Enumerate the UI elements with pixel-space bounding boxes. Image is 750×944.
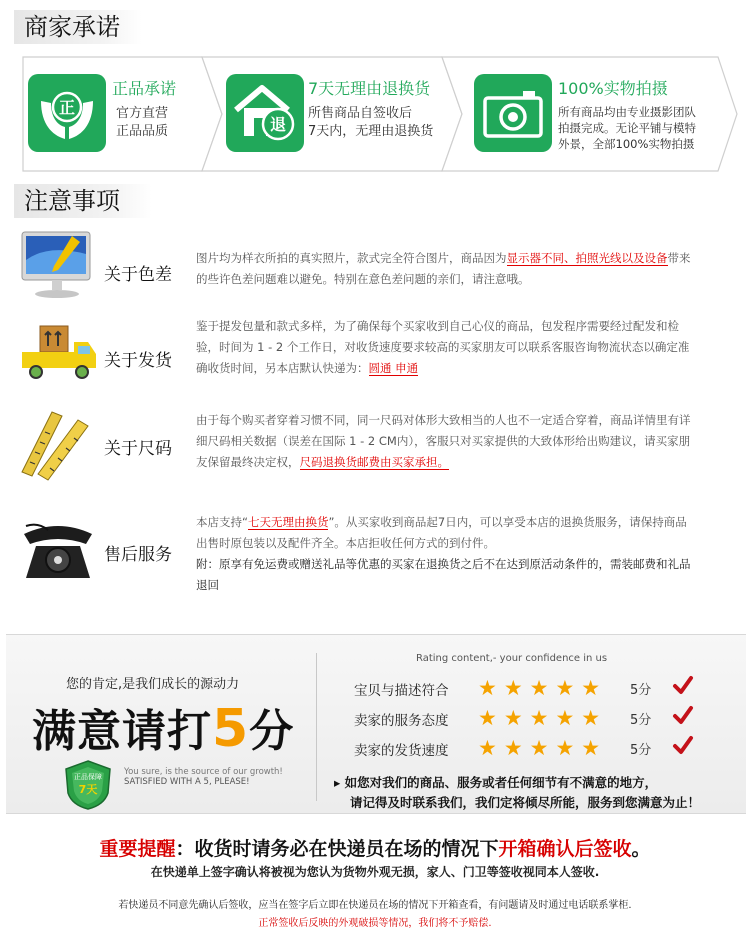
promise-banner bbox=[22, 56, 738, 172]
promise-return bbox=[226, 68, 440, 160]
rating-big-post: 分 bbox=[249, 706, 295, 757]
notice-shipping-text-highlight: 圆通 申通 bbox=[368, 361, 419, 375]
genuine-guarantee-badge-icon bbox=[64, 759, 112, 811]
notice-aftersale-text bbox=[196, 512, 696, 596]
notice-color-label: 关于色差 bbox=[104, 265, 172, 285]
courier-notice: 若快递员不同意先确认后签收，应当在签字后立即在快递员在场的情况下开箱查看，有问题请及时通过电话联系掌柜. bbox=[118, 900, 632, 911]
rating-small-english-2: SATISFIED WITH A 5, PLEASE! bbox=[124, 777, 250, 787]
notice-color-text-highlight: 显示器不同、拍照光线以及设备 bbox=[506, 251, 668, 265]
rating-big-headline bbox=[32, 695, 294, 759]
rating-divider bbox=[316, 653, 317, 801]
promise-photo-line: 外景，全部100%实物拍摄 bbox=[558, 137, 695, 151]
notice-shipping-label: 关于发货 bbox=[104, 351, 172, 371]
signing-notice: 在快递单上签字确认将被视为您认为货物外观无损，家人、门卫等签收视同本人签收. bbox=[150, 865, 600, 879]
genuine-hands-icon bbox=[28, 74, 106, 152]
rating-item-description bbox=[354, 675, 734, 701]
notice-shipping-text-pre: 鉴于提发包量和款式多样，为了确保每个买家收到自己心仪的商品，包发程序需要经过配发和检验，时间为 1 - 2 个工作日，对收货速度要求较高的买家朋友可以联系客服咨询物流状态以确定准确收货时间，另本店默认快递为： bbox=[196, 319, 690, 375]
rating-item-label: 宝贝与描述符合 bbox=[354, 683, 449, 699]
promise-return-line: 所售商品自签收后 bbox=[308, 106, 413, 121]
rating-footer-line-1: ▸ 如您对我们的商品、服务或者任何细节有不满意的地方， bbox=[334, 775, 658, 790]
rating-item-service bbox=[354, 705, 734, 731]
return-house-icon bbox=[226, 74, 304, 152]
notice-shipping-text bbox=[196, 316, 696, 379]
notice-section-title: 注意事项 bbox=[14, 184, 152, 218]
monitor-icon bbox=[18, 230, 98, 302]
notice-aftersale-text-highlight: 七天无理由换货 bbox=[247, 515, 329, 529]
important-reminder-mid: ：收货时请务必在快递员在场的情况下 bbox=[175, 838, 499, 860]
promise-photo-line: 拍摄完成。无论平铺与模特 bbox=[558, 121, 696, 135]
important-reminder bbox=[0, 834, 750, 861]
rating-item-score: 5分 bbox=[630, 743, 652, 758]
notice-shipping bbox=[18, 316, 738, 390]
checkmark-icon bbox=[672, 675, 694, 697]
rating-item-label: 卖家的服务态度 bbox=[354, 713, 449, 729]
notice-color-text-pre: 图片均为样衣所拍的真实照片，款式完全符合图片，商品因为 bbox=[196, 251, 507, 265]
notice-size-text-highlight: 尺码退换货邮费由买家承担。 bbox=[299, 455, 449, 469]
rating-small-english-1: You sure, is the source of our growth! bbox=[124, 767, 283, 777]
delivery-truck-icon bbox=[18, 316, 98, 388]
promise-photo bbox=[474, 68, 724, 160]
badge-mid-text: 7天 bbox=[78, 783, 98, 796]
promise-photo-title: 100%实物拍摄 bbox=[558, 79, 668, 98]
camera-icon bbox=[474, 74, 552, 152]
rating-stars: ★★★★★ bbox=[478, 706, 608, 730]
rating-item-score: 5分 bbox=[630, 713, 652, 728]
rating-item-label: 卖家的发货速度 bbox=[354, 743, 449, 759]
rating-item-shipping-speed bbox=[354, 735, 734, 761]
tape-measure-icon bbox=[18, 410, 98, 482]
badge-top-text: 正品保障 bbox=[74, 773, 102, 781]
return-char: 退 bbox=[269, 115, 287, 134]
promise-return-line: 7天内，无理由退换货 bbox=[308, 124, 434, 139]
checkmark-icon bbox=[672, 735, 694, 757]
rating-slogan: 您的肯定,是我们成长的源动力 bbox=[66, 677, 240, 692]
promise-genuine-line: 官方直营 bbox=[116, 106, 169, 121]
promise-genuine-line: 正品品质 bbox=[116, 124, 169, 139]
promise-return-title: 7天无理由退换货 bbox=[308, 79, 431, 98]
damage-disclaimer: 正常签收后反映的外观破损等情况，我们将不予赔偿. bbox=[258, 918, 492, 929]
notice-aftersale-text-post: ”。从买家收到商品起7日内，可以享受本店的退换货服务，请保持商品出售时原包装以及配件齐全。本店拒收任何方式的到付件。 bbox=[196, 515, 687, 550]
promise-genuine-title: 正品承诺 bbox=[112, 79, 177, 98]
rating-big-pre: 满意请打 bbox=[32, 706, 212, 757]
rating-footer-line-2: 请记得及时联系我们，我们定将倾尽所能，服务到您满意为止！ bbox=[350, 795, 701, 810]
notice-color bbox=[18, 230, 738, 304]
checkmark-icon bbox=[672, 705, 694, 727]
rating-stars: ★★★★★ bbox=[478, 676, 608, 700]
notice-aftersale-label: 售后服务 bbox=[104, 545, 172, 565]
notice-size-text bbox=[196, 410, 696, 473]
promise-genuine bbox=[28, 68, 198, 160]
notice-color-text bbox=[196, 248, 696, 290]
notice-aftersale bbox=[18, 510, 738, 606]
rating-panel bbox=[6, 634, 746, 814]
important-reminder-end: 。 bbox=[631, 838, 651, 860]
promise-photo-line: 所有商品均由专业摄影团队 bbox=[558, 105, 696, 119]
notice-size-text-pre: 由于每个购买者穿着习惯不同，同一尺码对体形大致相当的人也不一定适合穿着，商品详情里有详细尺码相关数据（误差在国际 1 - 2 CM内），客服只对买家提供的大致体形给出购建议，请买家朋友保留最终决定权， bbox=[196, 413, 691, 469]
rating-stars: ★★★★★ bbox=[478, 736, 608, 760]
notice-aftersale-note: 附：原享有免运费或赠送礼品等优惠的买家在退换货之后不在达到原活动条件的，需装邮费和礼品退回 bbox=[196, 557, 691, 592]
rating-big-number: 5 bbox=[212, 699, 250, 759]
telephone-icon bbox=[18, 516, 98, 588]
notice-color-text-post: 带来的些许色差问题难以避免。特别在意色差问题的亲们，请注意哦。 bbox=[196, 251, 691, 286]
notice-size-label: 关于尺码 bbox=[104, 439, 172, 459]
rating-header: Rating content,- your confidence in us bbox=[416, 653, 608, 664]
rating-item-score: 5分 bbox=[630, 683, 652, 698]
important-reminder-label: 重要提醒 bbox=[99, 838, 176, 860]
genuine-char: 正 bbox=[58, 98, 76, 117]
notice-size bbox=[18, 406, 738, 490]
notice-aftersale-text-pre: 本店支持“ bbox=[196, 515, 248, 529]
promise-section-title: 商家承诺 bbox=[14, 10, 142, 44]
important-reminder-highlight: 开箱确认后签收 bbox=[498, 838, 632, 860]
